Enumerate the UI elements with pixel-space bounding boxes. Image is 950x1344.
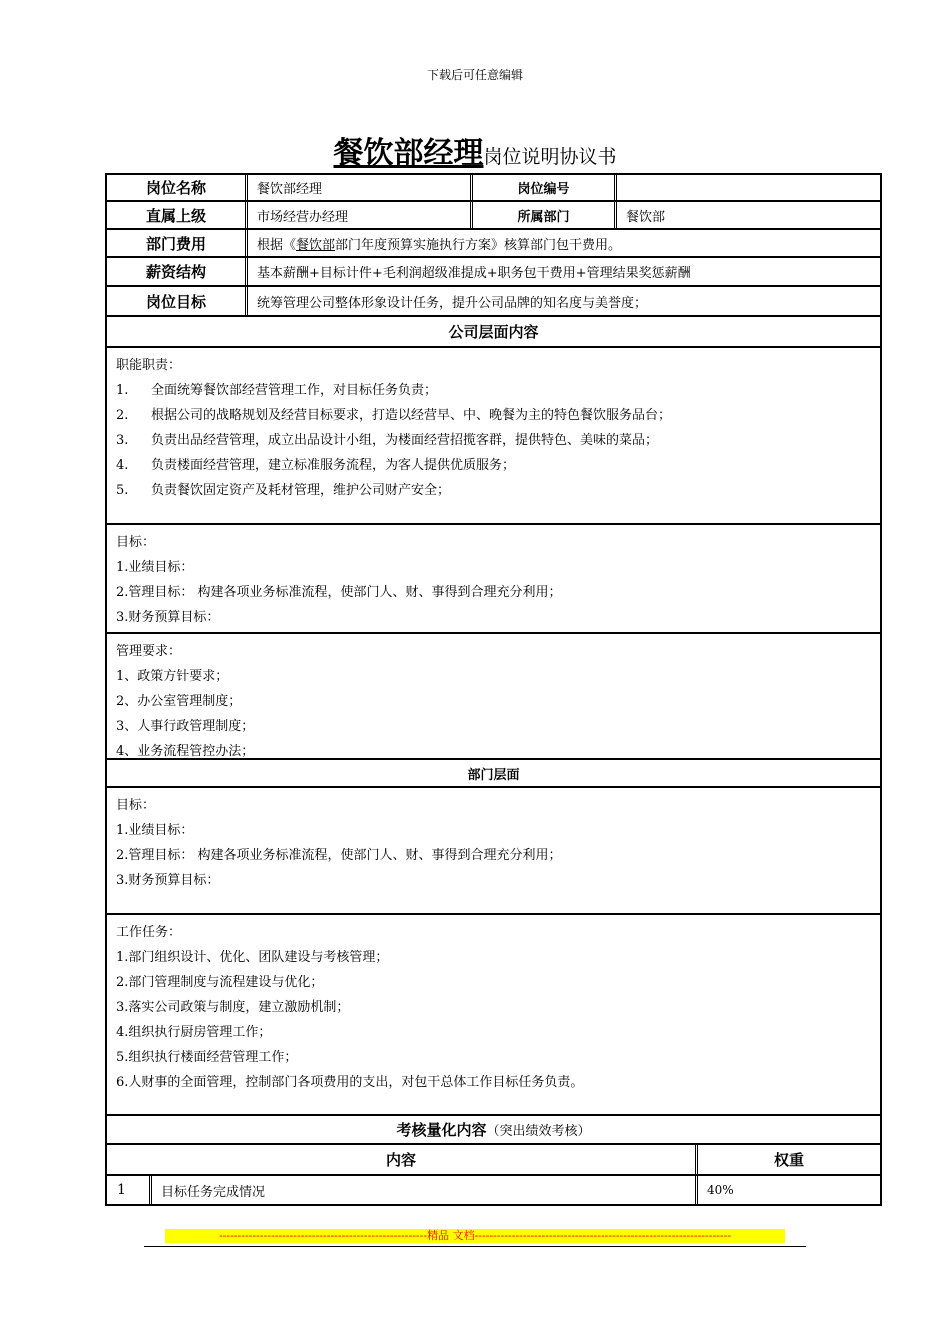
- position-no-value: [614, 175, 880, 200]
- expense-label: 部门费用: [145, 234, 206, 253]
- dept-goals-heading: 目标：: [116, 798, 156, 813]
- superior-label: 直属上级: [145, 206, 206, 225]
- company-section-heading-row: [107, 317, 880, 348]
- dept-section-heading-row: [107, 760, 880, 788]
- assessment-title: 考核量化内容: [396, 1121, 487, 1139]
- row-position-name: [107, 175, 880, 202]
- job-description-table: [105, 173, 882, 1206]
- dept-goal-item: 1.业绩目标：: [116, 823, 194, 838]
- salary-label: 薪资结构: [145, 263, 206, 281]
- duty-item: 1. 全面统筹餐饮部经营管理工作，对目标任务负责；: [116, 383, 438, 398]
- document-title: [0, 128, 950, 172]
- col-content-header: 内容: [385, 1151, 416, 1169]
- duties-block: [107, 348, 880, 525]
- position-no-label: 岗位编号: [470, 175, 614, 200]
- duties-heading: 职能职责：: [116, 358, 182, 373]
- dept-goal-item: 3.财务预算目标：: [116, 873, 220, 888]
- expense-value: [245, 230, 880, 256]
- assessment-heading-row: [107, 1116, 880, 1145]
- assessment-row-content: 目标任务完成情况: [149, 1176, 695, 1204]
- expense-suffix: 部门年度预算实施执行方案》核算部门包干费用。: [335, 237, 622, 253]
- task-item: 1.部门组织设计、优化、团队建设与考核管理；: [116, 950, 389, 965]
- expense-prefix: 根据《: [257, 237, 297, 253]
- row-expense: [107, 230, 880, 258]
- position-name-value: 餐饮部经理: [245, 175, 470, 200]
- assessment-header-row: [107, 1145, 880, 1176]
- dept-section-heading: 部门层面: [467, 767, 520, 783]
- assessment-row-no: 1: [117, 1182, 126, 1198]
- footer-rule: [144, 1246, 806, 1247]
- task-item: 4.组织执行厨房管理工作；: [116, 1025, 272, 1040]
- company-goal-item: 3.财务预算目标：: [116, 610, 220, 625]
- task-item: 6.人财事的全面管理，控制部门各项费用的支出，对包干总体工作目标任务负责。: [116, 1075, 584, 1090]
- goal-label: 岗位目标: [145, 292, 206, 311]
- task-item: 3.落实公司政策与制度，建立激励机制；: [116, 1000, 350, 1015]
- assessment-row: [107, 1176, 880, 1204]
- row-superior: [107, 202, 880, 230]
- company-goals-block: [107, 525, 880, 634]
- dept-label: 所属部门: [470, 202, 614, 228]
- assessment-heading: [107, 1116, 880, 1143]
- col-weight-header: 权重: [695, 1145, 880, 1174]
- company-goal-item: 1.业绩目标：: [116, 560, 194, 575]
- duty-item: 5. 负责餐饮固定资产及耗材管理，维护公司财产安全；: [116, 483, 451, 498]
- dept-goals-block: [107, 788, 880, 915]
- mgmt-heading: 管理要求：: [116, 644, 182, 659]
- title-main: 餐饮部经理: [333, 136, 484, 171]
- mgmt-item: 1、政策方针要求；: [116, 669, 229, 684]
- task-item: 5.组织执行楼面经营管理工作；: [116, 1050, 298, 1065]
- dept-value: 餐饮部: [614, 202, 880, 228]
- goal-value: 统筹管理公司整体形象设计任务，提升公司品牌的知名度与美誉度；: [245, 287, 880, 315]
- duty-item: 2. 根据公司的战略规划及经营目标要求，打造以经营早、中、晚餐为主的特色餐饮服务品台；: [116, 408, 672, 423]
- duty-item: 3. 负责出品经营管理，成立出品设计小组，为楼面经营招揽客群，提供特色、美味的菜品；: [116, 433, 659, 448]
- expense-dept: 餐饮部: [296, 237, 336, 253]
- mgmt-item: 4、业务流程管控办法；: [116, 744, 255, 759]
- title-sub: 岗位说明协议书: [483, 146, 617, 168]
- footer-banner: --------------------------------------------------------精品 文档---------------------------------------------------------------------: [165, 1229, 785, 1243]
- company-goal-item: 2.管理目标： 构建各项业务标准流程，使部门人、财、事得到合理充分利用；: [116, 585, 562, 600]
- company-section-heading: 公司层面内容: [448, 323, 539, 341]
- row-salary: [107, 258, 880, 287]
- duty-item: 4. 负责楼面经营管理，建立标准服务流程，为客人提供优质服务；: [116, 458, 516, 473]
- mgmt-requirements-block: [107, 634, 880, 760]
- tasks-heading: 工作任务：: [116, 925, 182, 940]
- superior-value: 市场经营办经理: [245, 202, 470, 228]
- position-name-label: 岗位名称: [145, 179, 206, 197]
- task-item: 2.部门管理制度与流程建设与优化；: [116, 975, 324, 990]
- company-goals-heading: 目标：: [116, 535, 156, 550]
- mgmt-item: 2、办公室管理制度；: [116, 694, 242, 709]
- assessment-row-weight: 40%: [695, 1176, 880, 1204]
- dept-goal-item: 2.管理目标： 构建各项业务标准流程，使部门人、财、事得到合理充分利用；: [116, 848, 562, 863]
- header-note: 下载后可任意编辑: [426, 68, 523, 82]
- assessment-note: （突出绩效考核）: [486, 1124, 591, 1139]
- row-goal: [107, 287, 880, 317]
- work-tasks-block: [107, 915, 880, 1116]
- mgmt-item: 3、人事行政管理制度；: [116, 719, 255, 734]
- salary-value: 基本薪酬+目标计件+毛利润超级准提成+职务包干费用+管理结果奖惩薪酬: [245, 258, 880, 285]
